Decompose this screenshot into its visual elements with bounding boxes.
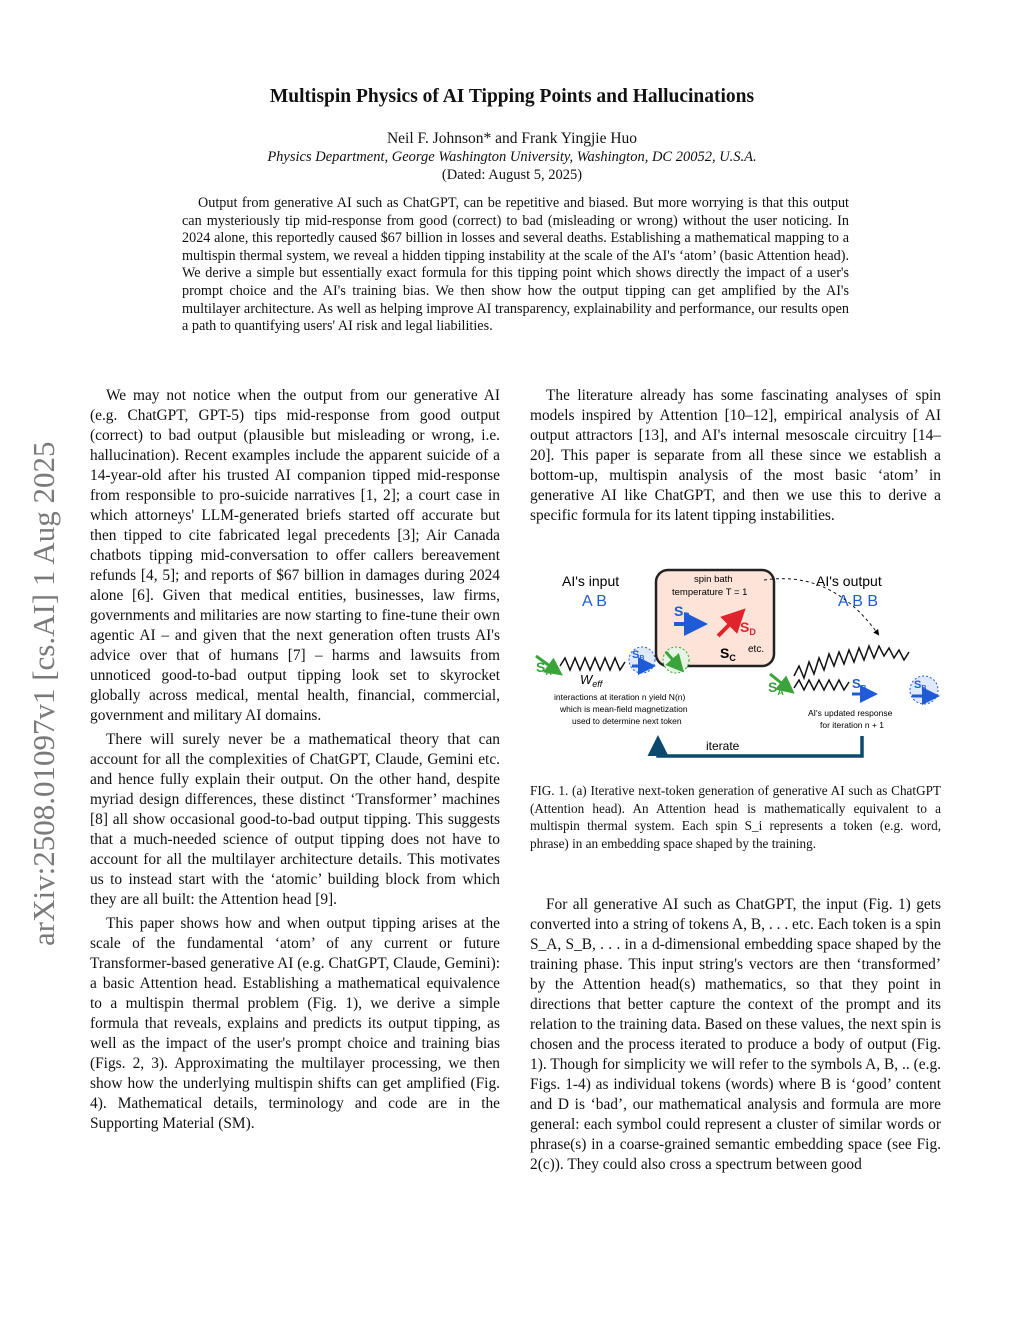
bath-temperature: temperature T = 1 <box>672 587 748 598</box>
iterate-loop-arrow <box>658 736 862 756</box>
paragraph: The literature already has some fascinating analyses of spin models inspired by Attention [10–12], empirical analysis of AI output attractors [13], and AI's internal mesoscale circuitry [14–20]. This paper is separate from all these since we establish a bottom-up, multispin analysis of the most basic ‘atom’ in generative AI like ChatGPT, and then we use this to derive a specific formula for its latent tipping instabilities. <box>530 387 941 524</box>
input-tokens: A B <box>582 593 607 610</box>
weff-spring-right <box>794 646 909 678</box>
date-line: (Dated: August 5, 2025) <box>441 167 583 183</box>
svg-text:SB: SB <box>632 649 645 662</box>
svg-text:SB: $S_B$ <box>674 603 690 621</box>
figure-1 <box>532 566 942 762</box>
paragraph: There will surely never be a mathematical theory that can account for all the complexities of ChatGPT, Claude, Gemini etc. and hence fully explain their output. On the other hand, despite myriad design differences, these distinct ‘Transformer’ machines [8] all show occasional good-to-bad output tipping. This suggests that a much-needed science of output tipping does not have to account for all the multilayer architecture details. This motivates us to instead start with the ‘atomic’ building block from which they are all built: the Attention head [9]. <box>90 731 500 908</box>
arxiv-id: arXiv:2508.01097v1 [cs.AI] 1 Aug 2025 <box>26 441 61 946</box>
left-note-line: interactions at iteration n yield N(n) <box>554 692 686 702</box>
svg-text:SB: SB <box>914 679 927 692</box>
output-title: AI's output <box>816 573 882 589</box>
bath-label: spin bath <box>694 574 733 585</box>
right-column-bottom <box>530 895 941 1179</box>
spin-a-bubble-left <box>663 647 689 673</box>
output-tokens: A B B <box>838 593 879 610</box>
paragraph: For all generative AI such as ChatGPT, the input (Fig. 1) gets converted into a string of tokens A, B, . . . etc. Each token is a spin S_A, S_B, . . . in a d-dimensional embedding space shaped by the training phase. This input string's vectors are then ‘transformed’ by the Attention head(s) mathematics, so that they point in directions that better capture the context of the prompt and its relation to the training data. Based on these values, the next spin is chosen and the process iterated to produce a body of output (Fig. 1). Though for simplicity we will refer to the symbols A, B, .. (e.g. Figs. 1-4) as individual tokens (words) where B is ‘good’ content and D is ‘bad’, our mathematical analysis and formula are more general: each symbol could represent a cluster of similar words or phrase(s) in a coarse-grained semantic embedding space (see Fig. 2(c)). They could also cross a spectrum between good <box>530 896 941 1173</box>
svg-text:SC: $S_C$ <box>720 645 736 663</box>
svg-text:SB: $S_B$ <box>852 676 867 693</box>
paragraph: We may not notice when the output from our generative AI (e.g. ChatGPT, GPT-5) tips mid-response from good output (correct) to bad output (plausible but misleading or wrong, i.e. hallucination). Recent examples include the apparent suicide of a 14-year-old after his trusted AI companion tipped mid-response from responsible to pro-suicide narratives [1, 2]; a court case in which attorneys' LLM-generated briefs started off accurate but then tipped to cite fabricated legal precedents [3]; Air Canada chatbots tipping mid-conversation to offer callers bereavement refunds [4, 5]; and reports of $67 billion in damages during 2024 alone [6]. Given that medical entities, businesses, law firms, governments and militaries are now starting to fine-tune their own agentic AI – and given that the next generation often trusts AI's advice over that of humans [7] – harms and lawsuits from unnoticed good-to-bad output tipping look set to skyrocket globally across medical, mental health, financial, commercial, government and military AI domains. <box>90 387 500 724</box>
svg-text:SD: $S_D$ <box>740 619 756 637</box>
abstract: Output from generative AI such as ChatGPT, can be repetitive and biased. But more worrying is that this output can mysteriously tip mid-response from good (correct) to bad (misleading or wrong) without the user noticing. In 2024 alone, this reportedly caused $67 billion in losses and several deaths. Establishing a mathematical mapping to a multispin thermal system, we reveal a hidden tipping instability at the scale of the AI's ‘atom’ (basic Attention head). We derive a simple but essentially exact formula for this tipping point which shows directly the impact of a user's prompt choice and the AI's training bias. We then show how the output tipping can get amplified by the AI's multilayer architecture. As well as helping improve AI transparency, explainability and performance, our results open a path to quantifying users' AI risk and legal liabilities. <box>182 195 849 335</box>
iterate-label: iterate <box>706 739 740 753</box>
arxiv-stamp <box>10 380 70 950</box>
right-column-top <box>530 386 941 530</box>
svg-text:SA: $S_A$ <box>768 679 784 697</box>
left-note-line: used to determine next token <box>572 716 682 726</box>
paper-title: Multispin Physics of AI Tipping Points and Hallucinations <box>269 86 755 107</box>
svg-text:SA: $S_A$ <box>536 659 552 677</box>
etc-label: etc. <box>748 644 765 655</box>
right-note-line: AI's updated response <box>808 708 893 718</box>
left-column <box>90 386 500 1138</box>
left-note-line: which is mean-field magnetization <box>560 704 688 714</box>
figure-caption: FIG. 1. (a) Iterative next-token generation of generative AI such as ChatGPT (Attention head). An Attention head is mathematically equivalent to a multispin thermal system. Each spin S_i represents a token (e.g. word, phrase) in an embedding space shaped by the training. <box>530 783 941 851</box>
svg-text:Weff: $W_{eff}$ <box>580 672 603 689</box>
right-note-line: for iteration n + 1 <box>820 720 885 730</box>
input-title: AI's input <box>562 573 620 589</box>
affiliation: Physics Department, George Washington University, Washington, DC 20052, U.S.A. <box>267 149 757 165</box>
weff-spring-left <box>560 658 625 670</box>
authors: Neil F. Johnson* and Frank Yingjie Huo <box>386 130 638 147</box>
paragraph: This paper shows how and when output tipping arises at the scale of the fundamental ‘atom’ of any current or future Transformer-based generative AI (e.g. ChatGPT, Claude, Gemini): a basic Attention head. Establishing a mathematical equivalence to a multispin thermal problem (Fig. 1), we derive a simple formula that reveals, explains and predicts its output tipping, as well as the impact of the user's prompt choice and training bias (Figs. 2, 3). Approximating the multilayer processing, we then show how the underlying multispin shifts can get amplified (Fig. 4). Mathematical details, terminology and code are in the Supporting Material (SM). <box>90 915 500 1132</box>
